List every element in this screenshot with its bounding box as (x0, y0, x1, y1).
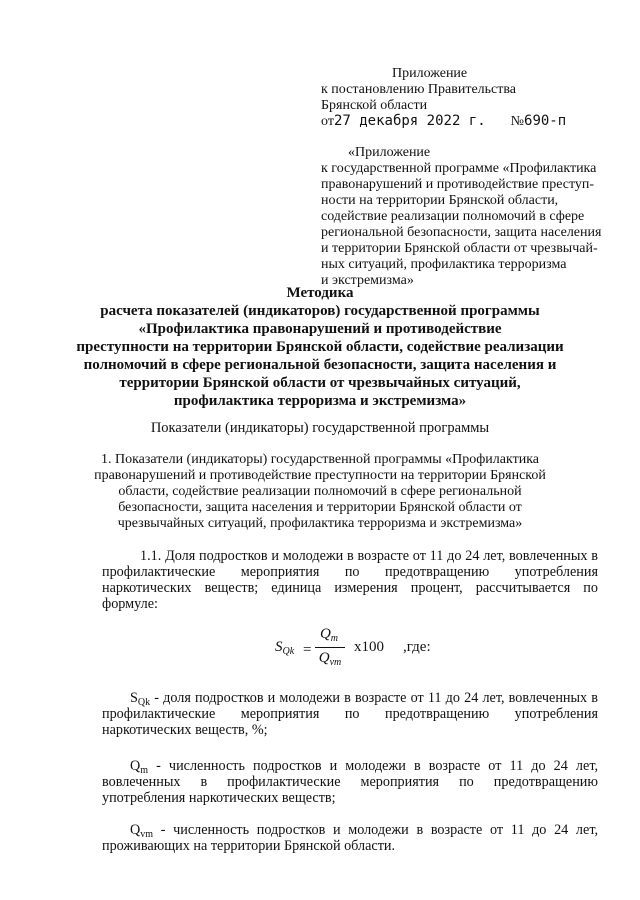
appendix-line-9: и экстремизма» (321, 273, 414, 288)
appendix-line-4: ности на территории Брянской области, (321, 193, 559, 208)
definition-text: - численность подростков и молодежи в возрасте от 11 до 24 лет, проживающих на территории Брянской области. (102, 822, 598, 854)
header-resolution: к постановлению Правительства (321, 82, 517, 97)
formula (275, 624, 455, 670)
section1-line-4: безопасности, защита населения и территории Брянской области от (118, 500, 522, 515)
appendix-line-3: правонарушений и противодействие преступ- (321, 177, 595, 192)
formula-where: ,где: (403, 639, 431, 655)
item-1-1-paragraph: 1.1. Доля подростков и молодежи в возрасте от 11 до 24 лет, вовлеченных в профилактические мероприятия по предотвращению употребления наркотических веществ; единица измерения процент, рассчитывается по формуле: (102, 548, 598, 612)
title-line-7: профилактика терроризма и экстремизма» (173, 393, 467, 409)
definition-symbol: Q (130, 758, 141, 774)
formula-fraction-bar (315, 647, 345, 648)
definition-symbol: Q (130, 822, 141, 838)
definition-qm: $Q_m$ - численность подростков и молодежи в возрасте от 11 до 24 лет, вовлеченных в профилактические мероприятия по предотвращению употребления наркотических веществ; (102, 758, 598, 806)
date-prefix: от (321, 114, 334, 129)
formula-denominator: $Q_{vm}$ (318, 650, 342, 668)
appendix-line-8: ных ситуаций, профилактика терроризма (321, 257, 567, 272)
title-line-1: Методика (286, 285, 354, 301)
section1-line-2: правонарушений и противодействие преступности на территории Брянской (94, 468, 546, 483)
formula-equals: = (303, 642, 312, 658)
section1-line-3: области, содействие реализации полномочий в сфере региональной (118, 484, 522, 499)
formula-multiplier: x100 (354, 639, 384, 655)
date-value: 27 декабря 2022 г. (333, 113, 486, 129)
header-title: Приложение (392, 66, 468, 81)
title-line-3: «Профилактика правонарушений и противодействие (138, 321, 502, 337)
appendix-line-7: и территории Брянской области от чрезвычай- (321, 241, 598, 256)
header-date-row (321, 113, 566, 130)
title-line-4: преступности на территории Брянской области, содействие реализации (76, 339, 564, 355)
definition-text: - доля подростков и молодежи в возрасте от 11 до 24 лет, вовлеченных в профилактические мероприятия по предотвращению употребления наркотических веществ, %; (102, 690, 598, 738)
section1-line-5: чрезвычайных ситуаций, профилактика терроризма и экстремизма» (117, 516, 523, 531)
definition-qvm: $Q_{vm}$ - численность подростков и молодежи в возрасте от 11 до 24 лет, проживающих на территории Брянской области. (102, 822, 598, 854)
definition-symbol: S (130, 690, 138, 706)
title-line-5: полномочий в сфере региональной безопасности, защита населения и (83, 357, 557, 373)
subtitle: Показатели (индикаторы) государственной программы (150, 420, 490, 436)
formula-numerator: $Q_m$ (319, 626, 339, 644)
title-line-2: расчета показателей (индикаторов) государственной программы (100, 303, 540, 319)
appendix-line-2: к государственной программе «Профилактика (321, 161, 597, 176)
appendix-line-5: содействие реализации полномочий в сфере (321, 209, 585, 224)
formula-lhs: $S_{Qk}$ (275, 639, 295, 657)
number-value: 690-п (524, 113, 567, 129)
definition-sqk: $S_{Qk}$ - доля подростков и молодежи в возрасте от 11 до 24 лет, вовлеченных в профилактические мероприятия по предотвращению употребления наркотических веществ, %; (102, 690, 598, 738)
number-prefix: № (510, 114, 525, 129)
appendix-line-6: региональной безопасности, защита населения (321, 225, 602, 240)
section1-line-1: 1. Показатели (индикаторы) государственной программы «Профилактика (100, 452, 540, 467)
appendix-line-1: «Приложение (348, 145, 431, 160)
header-region: Брянской области (321, 98, 428, 113)
definition-text: - численность подростков и молодежи в возрасте от 11 до 24 лет, вовлеченных в профилактические мероприятия по предотвращению употребления наркотических веществ; (102, 758, 598, 806)
title-line-6: территории Брянской области от чрезвычайных ситуаций, (119, 375, 521, 391)
